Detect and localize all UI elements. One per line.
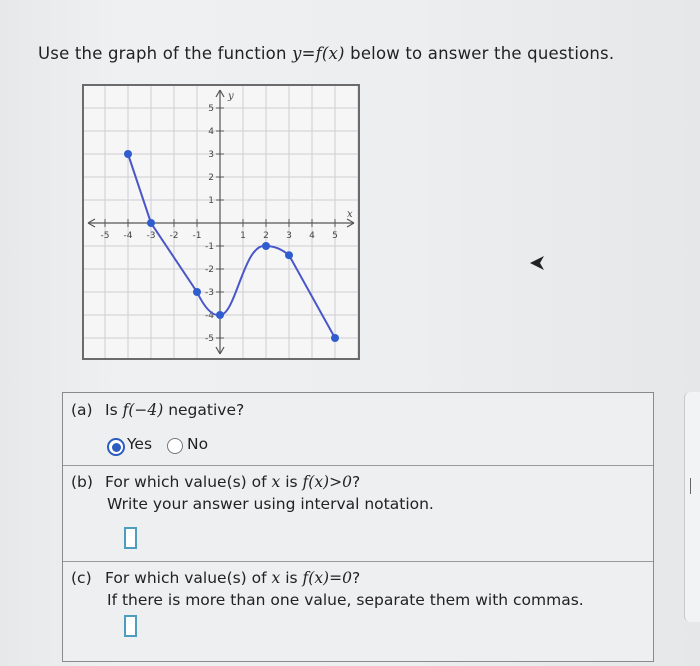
question-c <box>63 561 653 661</box>
x-tick-label: -4 <box>123 231 133 241</box>
x-tick-label: -5 <box>100 231 110 241</box>
question-b-text <box>71 473 360 491</box>
question-a-number: (a) <box>71 401 93 419</box>
y-tick-label: 5 <box>208 104 214 114</box>
question-c-mid: is <box>280 569 303 587</box>
y-tick-label: 3 <box>208 150 214 160</box>
question-c-x: x <box>271 569 281 587</box>
no-radio[interactable] <box>167 438 183 454</box>
question-b-x: x <box>271 473 281 491</box>
curve-point <box>124 150 132 158</box>
question-c-math: f(x)=0 <box>302 569 352 587</box>
yes-radio-label[interactable]: Yes <box>127 435 153 453</box>
y-tick-label: 2 <box>208 173 214 183</box>
graph-canvas <box>84 86 358 358</box>
question-c-instruction: If there is more than one value, separate them with commas. <box>107 591 584 609</box>
question-c-before: For which value(s) of <box>105 569 272 587</box>
curve-point <box>262 242 270 250</box>
y-tick-label: -5 <box>205 334 214 344</box>
x-tick-label: 2 <box>263 231 269 241</box>
instruction-after: below to answer the questions. <box>344 44 615 63</box>
y-tick-label: -2 <box>205 265 214 275</box>
question-a-after: negative? <box>163 401 245 419</box>
curve-point <box>285 251 293 259</box>
side-panel-marker <box>690 478 699 494</box>
curve-point <box>331 334 339 342</box>
question-a-math: f(−4) <box>122 401 164 419</box>
instruction-function: y=f(x) <box>292 44 345 63</box>
x-tick-label: 1 <box>240 231 246 241</box>
question-b-after: ? <box>351 473 361 491</box>
y-tick-label: -1 <box>205 242 214 252</box>
question-c-number: (c) <box>71 569 92 587</box>
y-tick-label: 4 <box>208 127 214 137</box>
question-a <box>63 393 653 466</box>
question-b <box>63 465 653 562</box>
curve-point <box>216 311 224 319</box>
instruction-before: Use the graph of the function <box>38 44 293 63</box>
x-axis-label: x <box>347 209 353 220</box>
x-tick-label: 4 <box>309 231 315 241</box>
x-tick-label: -1 <box>192 231 202 241</box>
instruction-text <box>38 44 614 63</box>
x-tick-label: -3 <box>146 231 156 241</box>
x-tick-label: -2 <box>169 231 179 241</box>
function-graph <box>82 84 360 360</box>
curve-point <box>147 219 155 227</box>
question-b-instruction: Write your answer using interval notation. <box>107 495 434 513</box>
question-c-text <box>71 569 360 587</box>
question-b-mid: is <box>280 473 303 491</box>
curve-point <box>193 288 201 296</box>
question-a-before: Is <box>105 401 123 419</box>
question-a-text <box>71 401 244 419</box>
answer-c-input[interactable] <box>124 615 137 637</box>
question-b-number: (b) <box>71 473 93 491</box>
y-tick-label: -4 <box>205 311 214 321</box>
questions-panel <box>62 392 654 662</box>
x-tick-label: 3 <box>286 231 292 241</box>
x-tick-label: 5 <box>332 231 338 241</box>
y-axis-label: y <box>228 91 234 102</box>
yes-radio[interactable] <box>107 438 125 456</box>
question-b-math: f(x)>0 <box>302 473 352 491</box>
question-c-after: ? <box>351 569 361 587</box>
answer-b-input[interactable] <box>124 527 137 549</box>
y-tick-label: 1 <box>208 196 214 206</box>
no-radio-label[interactable]: No <box>187 435 209 453</box>
side-panel-edge[interactable] <box>684 392 700 622</box>
question-b-before: For which value(s) of <box>105 473 272 491</box>
y-tick-label: -3 <box>205 288 214 298</box>
cursor-arrow-icon <box>528 254 546 272</box>
